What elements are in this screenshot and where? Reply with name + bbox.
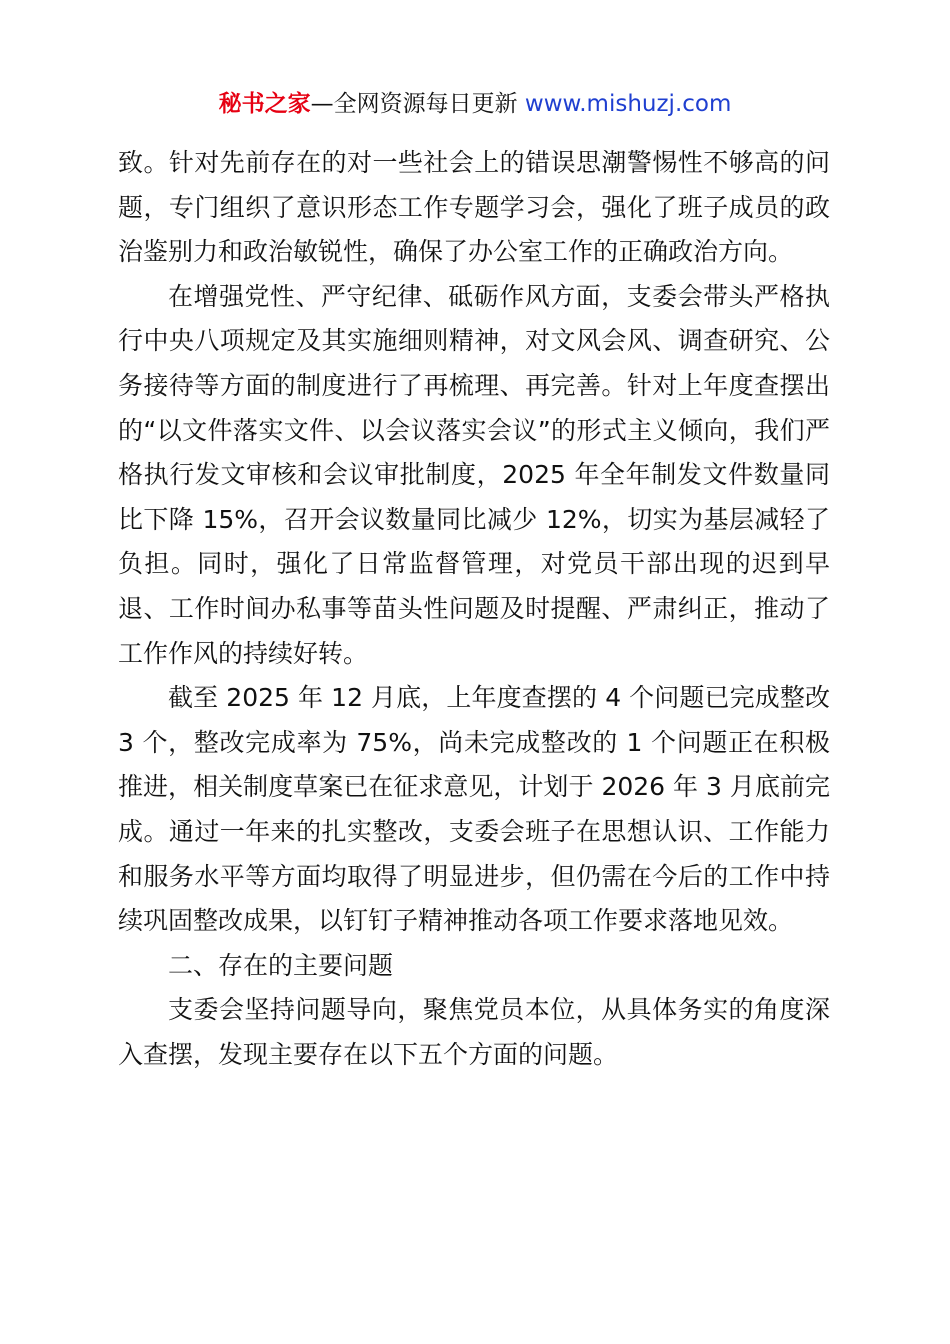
document-body	[118, 141, 830, 1077]
site-url-link[interactable]: www.mishuzj.com	[524, 91, 732, 117]
section-heading-main-problems: 二、存在的主要问题	[168, 950, 394, 980]
site-brand: 秘书之家	[218, 91, 311, 117]
paragraph-continuation: 致。针对先前存在的对一些社会上的错误思潮警惕性不够高的问题，专门组织了意识形态工作专题学习会，强化了班子成员的政治鉴别力和政治敏锐性，确保了办公室工作的正确政治方向。	[118, 148, 830, 267]
site-tagline: —全网资源每日更新	[310, 91, 518, 117]
paragraph-party-discipline: 在增强党性、严守纪律、砥砺作风方面，支委会带头严格执行中央八项规定及其实施细则精神，对文风会风、调查研究、公务接待等方面的制度进行了再梳理、再完善。针对上年度查摆出的“以文件落实文件、以会议落实会议”的形式主义倾向，我们严格执行发文审核和会议审批制度，2025 年全年制发文件数量同比下降 15%，召开会议数量同比减少 12%，切实为基层减轻了负担。同时，强化了日常监督管理，对党员干部出现的迟到早退、工作时间办私事等苗头性问题及时提醒、严肃纠正，推动了工作作风的持续好转。	[118, 281, 830, 668]
paragraph-problems-intro: 支委会坚持问题导向，聚焦党员本位，从具体务实的角度深入查摆，发现主要存在以下五个方面的问题。	[118, 995, 830, 1069]
paragraph-rectification-status: 截至 2025 年 12 月底，上年度查摆的 4 个问题已完成整改 3 个，整改完成率为 75%，尚未完成整改的 1 个问题正在积极推进，相关制度草案已在征求意见，计划于 2026 年 3 月底前完成。通过一年来的扎实整改，支委会班子在思想认识、工作能力和服务水平等方面均取得了明显进步，但仍需在今后的工作中持续巩固整改成果，以钉钉子精神推动各项工作要求落地见效。	[118, 683, 830, 936]
page-header	[0, 88, 950, 120]
